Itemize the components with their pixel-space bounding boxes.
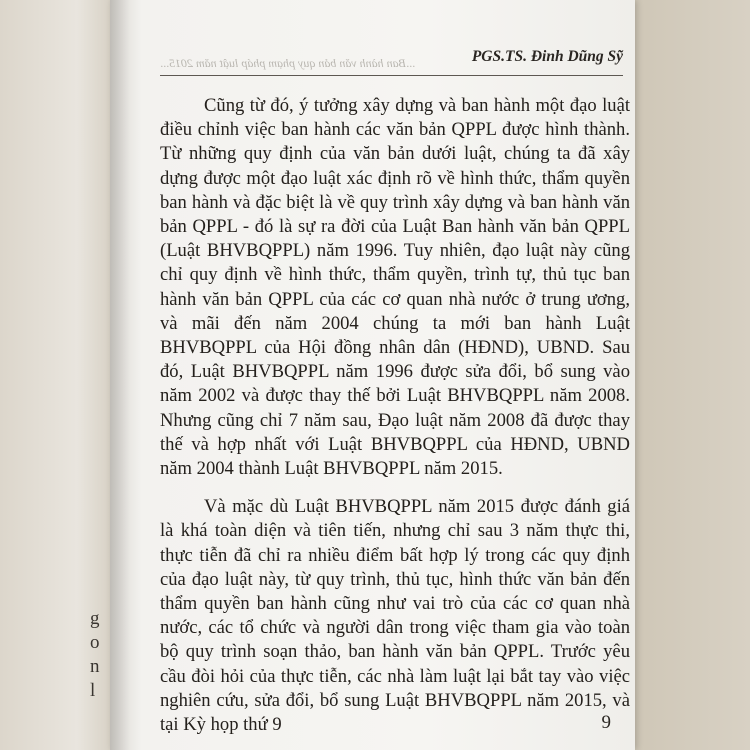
paragraph: Và mặc dù Luật BHVBQPPL năm 2015 được đánh giá là khá toàn diện và tiên tiến, nhưng chỉ sau 3 năm thực thi, thực tiễn đã chỉ ra nhiều điểm bất hợp lý trong các quy định của đạo luật này, từ quy trình, thủ tục, hình thức văn bản đến thẩm quyền ban hành cũng như vai trò của các cơ quan nhà nước, các tổ chức và người dân trong việc tham gia vào toàn bộ quy trình soạn thảo, ban hành văn bản QPPL. Trước yêu cầu đòi hỏi của thực tiễn, các nhà làm luật lại bắt tay vào việc nghiên cứu, sửa đổi, bổ sung Luật BHVBQPPL năm 2015, và tại Kỳ họp thứ 9 [160,496,630,736]
header-rule [160,75,623,76]
author-name: PGS.TS. Đinh Dũng Sỹ [471,48,623,65]
left-page-edge [0,0,110,750]
body-text [160,94,630,737]
book-page [110,0,635,750]
page-number: 9 [601,712,611,733]
left-page-fragment: o [90,632,100,653]
left-page-fragment: l [90,680,96,701]
paragraph: Cũng từ đó, ý tưởng xây dựng và ban hành một đạo luật điều chỉnh việc ban hành các văn bản QPPL được hình thành. Từ những quy định của văn bản dưới luật, chúng ta đã xây dựng được một đạo luật xác định rõ về hình thức, thẩm quyền ban hành và đặc biệt là về quy trình xây dựng và ban hành văn bản QPPL - đó là sự ra đời của Luật Ban hành văn bản QPPL (Luật BHVBQPPL) năm 1996. Tuy nhiên, đạo luật này cũng chỉ quy định về hình thức, thẩm quyền, trình tự, thủ tục ban hành văn bản QPPL của các cơ quan nhà nước ở trung ương, và mãi đến năm 2004 chúng ta mới ban hành Luật BHVBQPPL của Hội đồng nhân dân (HĐND), UBND. Sau đó, Luật BHVBQPPL năm 1996 được sửa đổi, bổ sung vào năm 2002 và được thay thế bởi Luật BHVBQPPL năm 2008. Nhưng cũng chỉ 7 năm sau, Đạo luật năm 2008 đã được thay thế và hợp nhất với Luật BHVBQPPL của HĐND, UBND năm 2004 thành Luật BHVBQPPL năm 2015. [160,95,630,480]
running-header [160,48,623,70]
left-page-fragment: g [90,608,100,629]
bleed-through-header: ...Ban hành văn bản quy phạm pháp luật năm 2015... [160,56,415,70]
background-surface [635,0,750,750]
left-page-fragment: n [90,656,100,677]
page-fold-shadow [110,0,130,750]
